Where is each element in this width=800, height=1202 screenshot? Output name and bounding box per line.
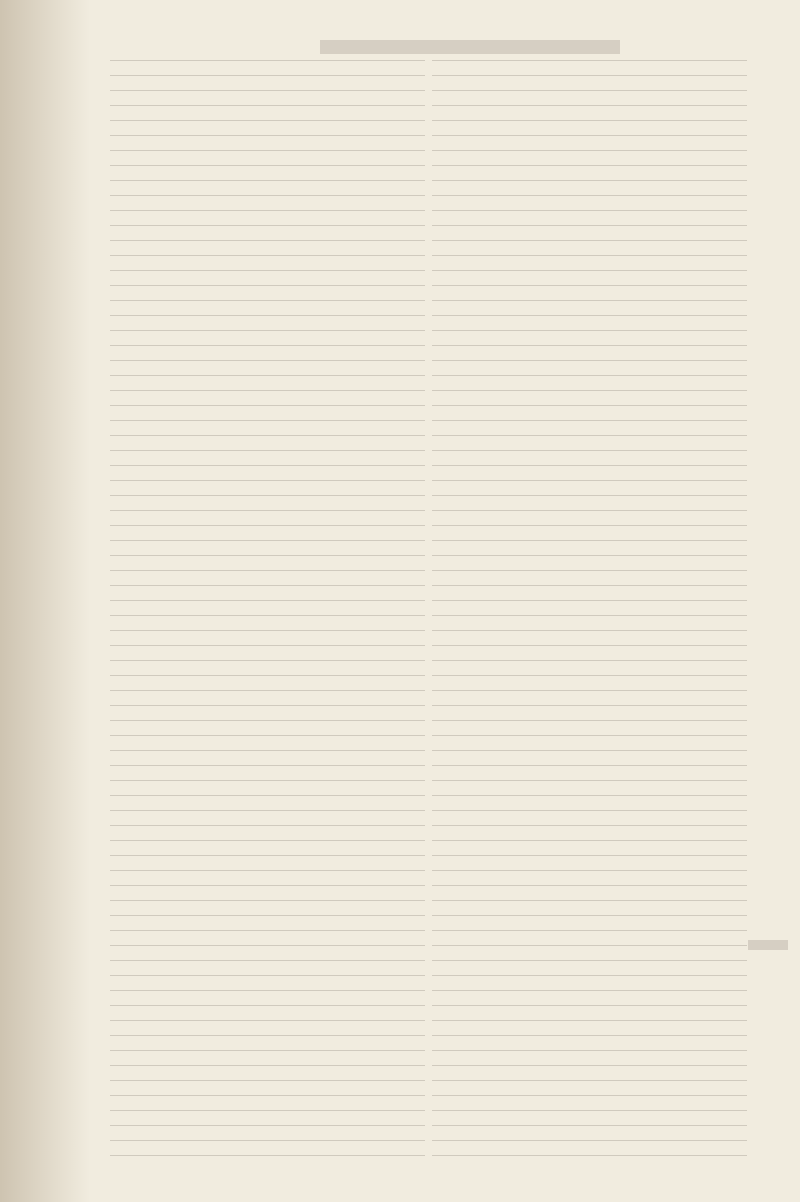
text-column-left [110, 60, 425, 1170]
running-head [320, 40, 620, 54]
margin-note [748, 940, 788, 950]
text-column-right [432, 60, 747, 1170]
text-block-right [432, 60, 747, 1170]
text-block-left [110, 60, 425, 1170]
